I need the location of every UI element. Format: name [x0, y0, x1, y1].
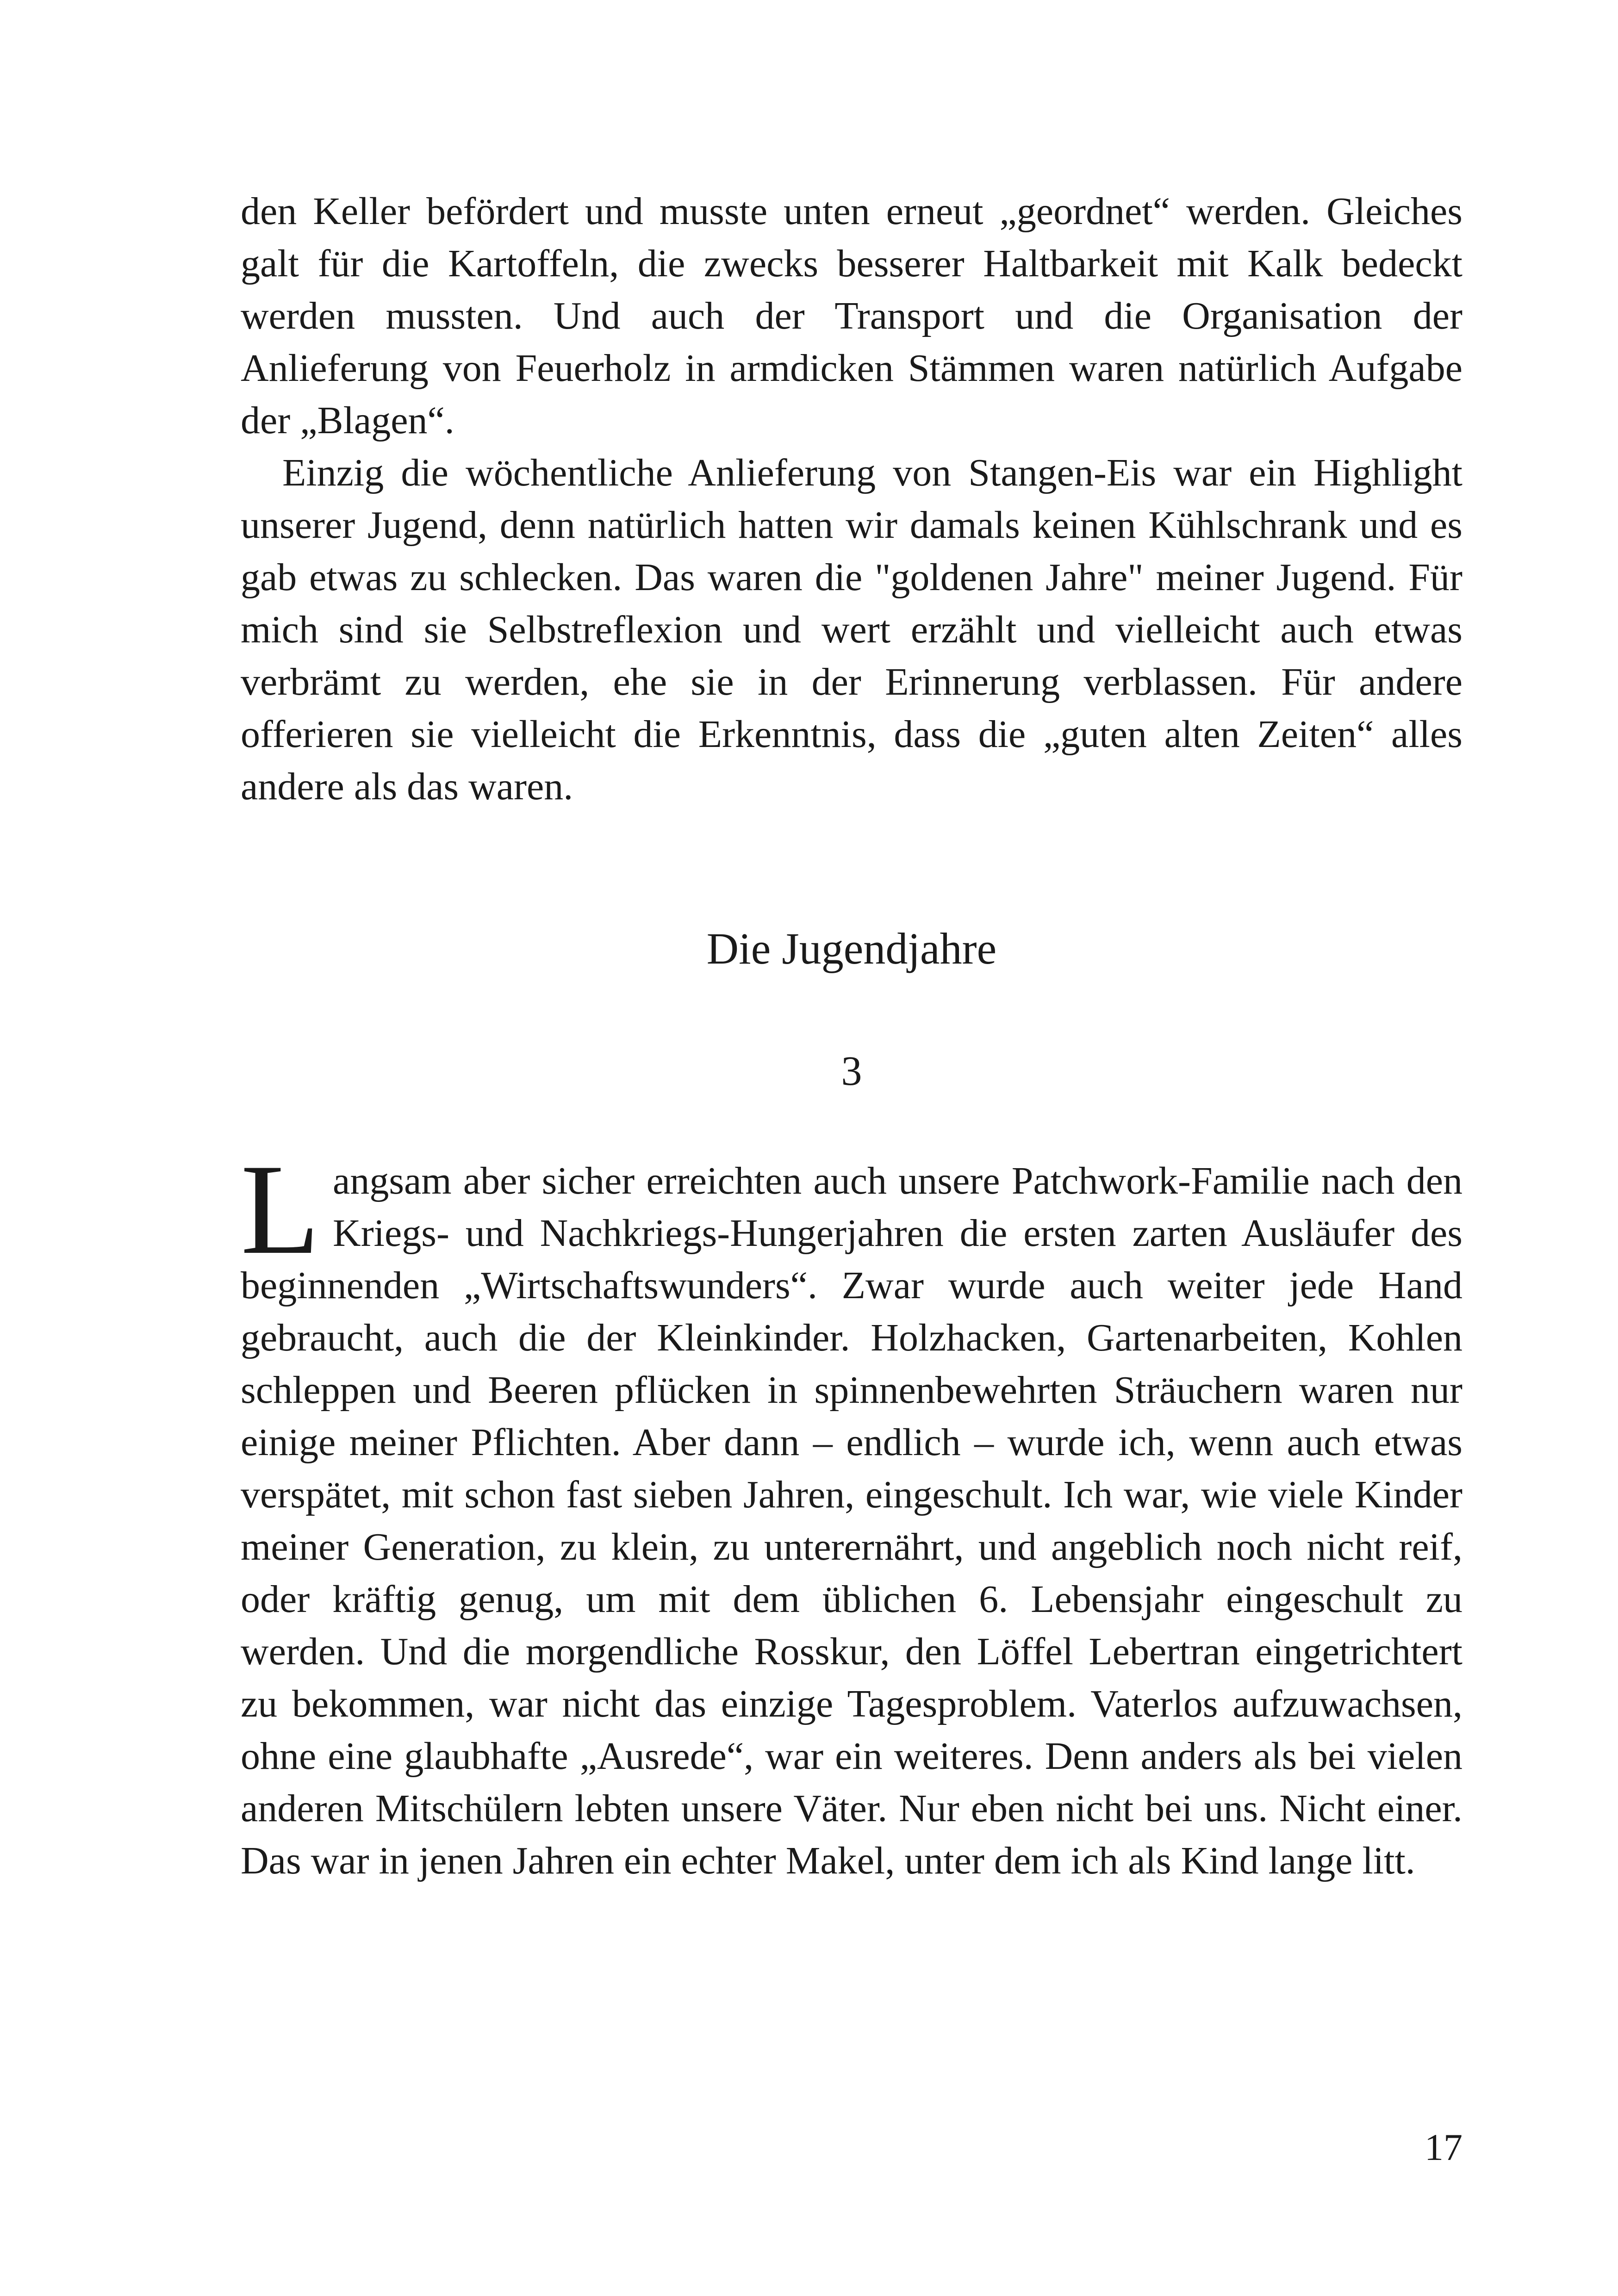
chapter-text-block [241, 1137, 1462, 1887]
chapter-paragraph [241, 1137, 1462, 1887]
page-number: 17 [1425, 2126, 1462, 2168]
intro-text-block [241, 185, 1462, 813]
intro-paragraph-continued: den Keller befördert und musste unten erneut „geordnet“ werden. Gleiches galt für die Kartoffeln, die zwecks besserer Haltbarkeit mit Kalk bedeckt werden mussten. Und auch der Transport und die Organisation der Anlieferung von Feuerholz in armdicken Stämmen waren natürlich Aufgabe der „Blagen“. [241, 190, 1462, 442]
drop-cap: L [241, 1137, 320, 1281]
chapter-number: 3 [841, 1048, 862, 1094]
intro-paragraph: Einzig die wöchentliche Anlieferung von Stangen-Eis war ein Highlight unserer Jugend, denn natürlich hatten wir damals keinen Kühlschrank und es gab etwas zu schlecken. Das waren die "goldenen Jahre" meiner Jugend. Für mich sind sie Selbstreflexion und wert erzählt und vielleicht auch etwas verbrämt zu werden, ehe sie in der Erinnerung verblassen. Für andere offerieren sie vielleicht die Erkenntnis, dass die „guten alten Zeiten“ alles andere als das waren. [241, 451, 1462, 808]
chapter-paragraph-text: angsam aber sicher erreichten auch unsere Patchwork-Familie nach den Kriegs- und Nachkriegs-Hungerjahren die ersten zarten Ausläufer des beginnenden „Wirtschaftswunders“. Zwar wurde auch weiter jede Hand gebraucht, auch die der Kleinkinder. Holzhacken, Gartenarbeiten, Kohlen schleppen und Beeren pflücken in spinnenbewehrten Sträuchern waren nur einige meiner Pflichten. Aber dann – endlich – wurde ich, wenn auch etwas verspätet, mit schon fast sieben Jahren, eingeschult. Ich war, wie viele Kinder meiner Generation, zu klein, zu unterernährt, und angeblich noch nicht reif, oder kräftig genug, um mit dem üblichen 6. Lebensjahr eingeschult zu werden. Und die morgendliche Rosskur, den Löffel Lebertran eingetrichtert zu bekommen, war nicht das einzige Tagesproblem. Vaterlos aufzuwachsen, ohne eine glaubhafte „Ausrede“, war ein weiteres. Denn anders als bei vielen anderen Mitschülern lebten unsere Väter. Nur eben nicht bei uns. Nicht einer. Das war in jenen Jahren ein echter Makel, unter dem ich als Kind lange litt. [241, 1159, 1462, 1882]
chapter-title: Die Jugendjahre [706, 924, 997, 973]
